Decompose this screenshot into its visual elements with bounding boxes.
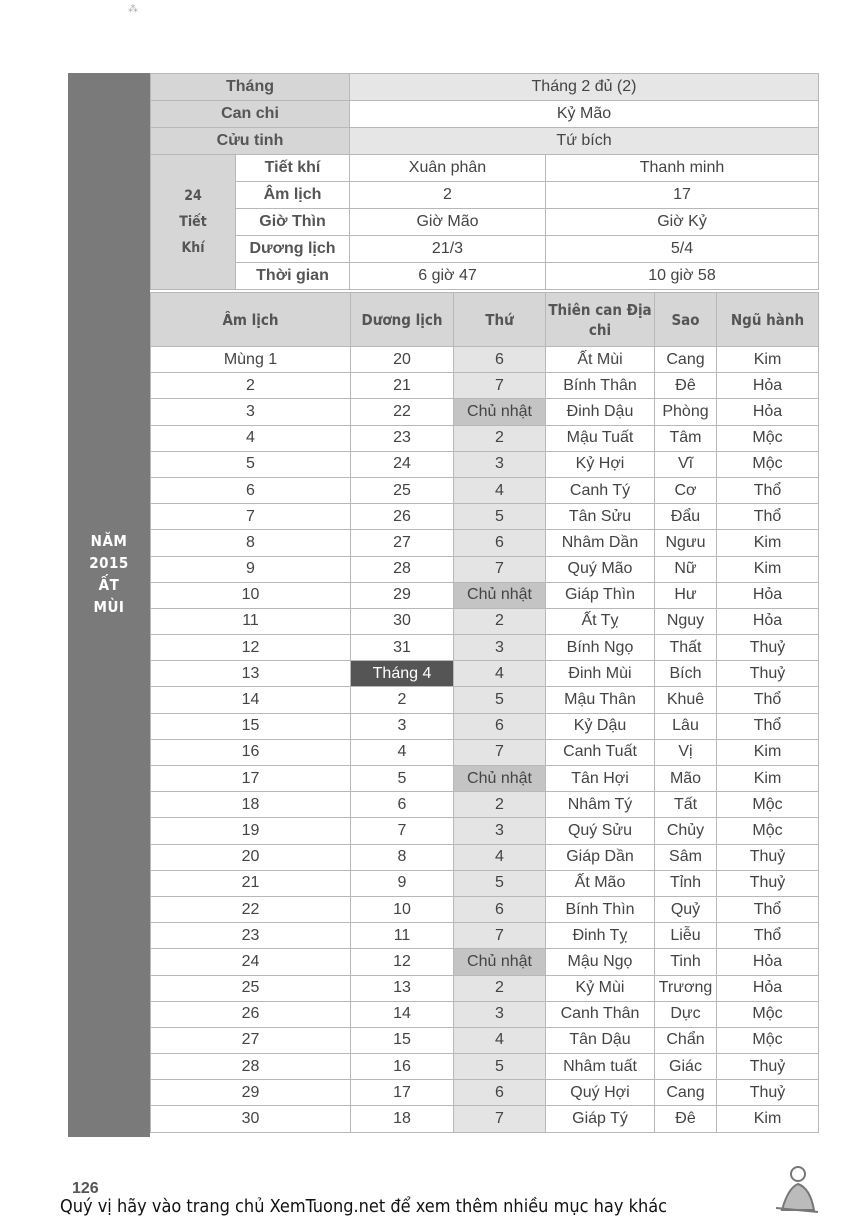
element: Hỏa [717,582,819,608]
solar-term-row [151,155,819,182]
calendar-row [151,687,819,713]
star: Mão [655,766,717,792]
can-chi: Mậu Tuất [546,425,655,451]
solar-terms-line: Tiết [179,214,207,230]
solar-day: 9 [351,870,454,896]
solar-term-a: 2 [350,182,546,209]
can-chi: Canh Tuất [546,739,655,765]
weekday: 2 [454,792,546,818]
star: Nữ [655,556,717,582]
element: Mộc [717,425,819,451]
calendar-row [151,844,819,870]
solar-day: 13 [351,975,454,1001]
scholar-ornament-icon [768,1160,824,1216]
can-chi: Đinh Tỵ [546,923,655,949]
lunar-day: 30 [151,1106,351,1132]
calendar-body [151,347,819,1133]
star: Lâu [655,713,717,739]
solar-term-b: 5/4 [546,236,819,263]
weekday: 4 [454,661,546,687]
calendar-row [151,949,819,975]
weekday: 2 [454,425,546,451]
star: Sâm [655,844,717,870]
weekday: 7 [454,739,546,765]
solar-day: 22 [351,399,454,425]
calendar-row [151,608,819,634]
star: Đê [655,373,717,399]
lunar-day: 26 [151,1001,351,1027]
solar-term-field-label: Giờ Thìn [236,209,350,236]
lunar-day: 2 [151,373,351,399]
weekday: 3 [454,818,546,844]
calendar-row [151,792,819,818]
solar-day: 3 [351,713,454,739]
element: Thuỷ [717,661,819,687]
star: Đê [655,1106,717,1132]
can-chi: Tân Sửu [546,504,655,530]
lunar-day: 20 [151,844,351,870]
element: Hỏa [717,399,819,425]
weekday: Chủ nhật [454,399,546,425]
lunar-day: 4 [151,425,351,451]
can-chi: Giáp Tý [546,1106,655,1132]
solar-term-row [151,236,819,263]
lunar-day: 6 [151,477,351,503]
weekday: 7 [454,556,546,582]
star: Hư [655,582,717,608]
lunar-day: 13 [151,661,351,687]
page-number: 126 [72,1180,99,1197]
calendar-row [151,975,819,1001]
calendar-row [151,896,819,922]
can-chi: Tân Hợi [546,766,655,792]
solar-day: 29 [351,582,454,608]
star: Chẩn [655,1027,717,1053]
lunar-day: 29 [151,1080,351,1106]
weekday: 6 [454,713,546,739]
weekday: 6 [454,896,546,922]
calendar-row [151,399,819,425]
can-chi: Giáp Dần [546,844,655,870]
element: Thổ [717,896,819,922]
solar-term-b: 10 giờ 58 [546,263,819,290]
element: Hỏa [717,949,819,975]
can-chi: Bính Ngọ [546,635,655,661]
star: Ngưu [655,530,717,556]
lunar-day: 27 [151,1027,351,1053]
star: Dực [655,1001,717,1027]
element: Mộc [717,818,819,844]
element: Hỏa [717,975,819,1001]
element: Thuỷ [717,844,819,870]
solar-term-a: 21/3 [350,236,546,263]
solar-terms-line: 24 [184,188,202,204]
can-chi: Mậu Thân [546,687,655,713]
solar-term-row [151,263,819,290]
calendar-row [151,451,819,477]
scan-speck: ⁂ [128,4,138,15]
calendar-row [151,504,819,530]
footer-text: Quý vị hãy vào trang chủ XemTuong.net để xem thêm nhiều mục hay khác [60,1196,668,1217]
can-chi: Kỷ Mùi [546,975,655,1001]
lunar-day: 18 [151,792,351,818]
can-chi: Giáp Thìn [546,582,655,608]
element: Thổ [717,923,819,949]
solar-term-field-label: Tiết khí [236,155,350,182]
weekday: Chủ nhật [454,949,546,975]
solar-day: 31 [351,635,454,661]
calendar-table [150,292,819,1133]
weekday: 7 [454,373,546,399]
lunar-day: 17 [151,766,351,792]
weekday: 5 [454,504,546,530]
element: Kim [717,766,819,792]
can-chi: Quý Hợi [546,1080,655,1106]
weekday: 6 [454,1080,546,1106]
solar-day: 15 [351,1027,454,1053]
month-value: Tháng 2 đủ (2) [350,74,819,101]
lunar-day: 7 [151,504,351,530]
star: Thất [655,635,717,661]
calendar-row [151,713,819,739]
weekday: Chủ nhật [454,766,546,792]
can-chi: Đinh Dậu [546,399,655,425]
solar-term-a: 6 giờ 47 [350,263,546,290]
element: Thổ [717,687,819,713]
can-chi: Kỷ Dậu [546,713,655,739]
year-line: ẤT [98,576,120,594]
calendar-row [151,1054,819,1080]
star: Tất [655,792,717,818]
weekday: 4 [454,844,546,870]
weekday: 6 [454,347,546,373]
month-row [151,74,819,101]
calendar-row [151,582,819,608]
solar-day: 2 [351,687,454,713]
weekday: 3 [454,635,546,661]
cuutinh-row [151,128,819,155]
weekday: 6 [454,530,546,556]
can-chi: Canh Thân [546,1001,655,1027]
solar-day: 11 [351,923,454,949]
solar-day: 18 [351,1106,454,1132]
element: Kim [717,1106,819,1132]
solar-day: 4 [351,739,454,765]
solar-day: 30 [351,608,454,634]
can-chi: Ất Tỵ [546,608,655,634]
lunar-day: Mùng 1 [151,347,351,373]
element: Kim [717,347,819,373]
calendar-header-row [151,293,819,347]
solar-day: 16 [351,1054,454,1080]
weekday: 5 [454,687,546,713]
weekday: 2 [454,608,546,634]
lunar-day: 24 [151,949,351,975]
solar-day: 23 [351,425,454,451]
star: Trương [655,975,717,1001]
weekday: 5 [454,1054,546,1080]
can-chi: Kỷ Hợi [546,451,655,477]
col-header: Âm lịch [151,293,351,347]
solar-terms-label [151,155,236,290]
weekday: 3 [454,1001,546,1027]
calendar-row [151,1027,819,1053]
lunar-day: 19 [151,818,351,844]
star: Vĩ [655,451,717,477]
canchi-value: Kỷ Mão [350,101,819,128]
solar-day: 7 [351,818,454,844]
cuutinh-label: Cửu tinh [151,128,350,155]
calendar-row [151,347,819,373]
solar-day: 8 [351,844,454,870]
lunar-day: 28 [151,1054,351,1080]
element: Thổ [717,713,819,739]
element: Mộc [717,451,819,477]
weekday: 7 [454,923,546,949]
element: Thổ [717,477,819,503]
can-chi: Mậu Ngọ [546,949,655,975]
year-line: NĂM [90,532,128,550]
star: Cang [655,347,717,373]
lunar-day: 5 [151,451,351,477]
star: Giác [655,1054,717,1080]
weekday: 4 [454,477,546,503]
element: Thuỷ [717,870,819,896]
lunar-day: 8 [151,530,351,556]
element: Hỏa [717,608,819,634]
solar-day: 24 [351,451,454,477]
calendar-row [151,373,819,399]
lunar-day: 21 [151,870,351,896]
weekday: 5 [454,870,546,896]
star: Liễu [655,923,717,949]
can-chi: Bính Thân [546,373,655,399]
canchi-row [151,101,819,128]
lunar-day: 15 [151,713,351,739]
solar-day: 12 [351,949,454,975]
solar-day: 27 [351,530,454,556]
element: Thuỷ [717,1080,819,1106]
can-chi: Nhâm Tý [546,792,655,818]
solar-day: 21 [351,373,454,399]
solar-term-field-label: Dương lịch [236,236,350,263]
star: Nguy [655,608,717,634]
month-info-table [150,73,819,290]
solar-day: Tháng 4 [351,661,454,687]
calendar-row [151,635,819,661]
lunar-day: 9 [151,556,351,582]
weekday: 7 [454,1106,546,1132]
calendar-row [151,1106,819,1132]
month-label: Tháng [151,74,350,101]
can-chi: Tân Dậu [546,1027,655,1053]
solar-day: 26 [351,504,454,530]
element: Kim [717,530,819,556]
star: Khuê [655,687,717,713]
element: Kim [717,739,819,765]
calendar-row [151,766,819,792]
solar-term-b: Giờ Kỷ [546,209,819,236]
star: Tinh [655,949,717,975]
lunar-day: 11 [151,608,351,634]
calendar-row [151,425,819,451]
can-chi: Ất Mùi [546,347,655,373]
col-header: Thứ [454,293,546,347]
star: Phòng [655,399,717,425]
element: Mộc [717,792,819,818]
calendar-row [151,661,819,687]
calendar-row [151,870,819,896]
star: Đẩu [655,504,717,530]
can-chi: Nhâm tuất [546,1054,655,1080]
element: Thuỷ [717,635,819,661]
lunar-day: 10 [151,582,351,608]
solar-day: 6 [351,792,454,818]
can-chi: Quý Sửu [546,818,655,844]
calendar-row [151,818,819,844]
can-chi: Nhâm Dần [546,530,655,556]
can-chi: Đinh Mùi [546,661,655,687]
star: Cơ [655,477,717,503]
col-header: Thiên can Địa chi [546,293,655,347]
solar-term-b: Thanh minh [546,155,819,182]
weekday: 2 [454,975,546,1001]
element: Mộc [717,1027,819,1053]
col-header: Dương lịch [351,293,454,347]
calendar-row [151,923,819,949]
weekday: 4 [454,1027,546,1053]
lunar-day: 23 [151,923,351,949]
can-chi: Quý Mão [546,556,655,582]
solar-term-row [151,209,819,236]
lunar-day: 3 [151,399,351,425]
year-line: 2015 [89,554,129,572]
star: Tâm [655,425,717,451]
element: Kim [717,556,819,582]
calendar-row [151,739,819,765]
solar-term-a: Xuân phân [350,155,546,182]
solar-day: 10 [351,896,454,922]
solar-day: 25 [351,477,454,503]
weekday: Chủ nhật [454,582,546,608]
star: Cang [655,1080,717,1106]
can-chi: Canh Tý [546,477,655,503]
calendar-row [151,477,819,503]
solar-term-a: Giờ Mão [350,209,546,236]
can-chi: Ất Mão [546,870,655,896]
year-line: MÙI [93,598,125,616]
can-chi: Bính Thìn [546,896,655,922]
canchi-label: Can chi [151,101,350,128]
col-header: Ngũ hành [717,293,819,347]
lunar-day: 22 [151,896,351,922]
solar-day: 5 [351,766,454,792]
lunar-day: 12 [151,635,351,661]
star: Quỷ [655,896,717,922]
element: Hỏa [717,373,819,399]
solar-day: 20 [351,347,454,373]
solar-term-field-label: Âm lịch [236,182,350,209]
col-header: Sao [655,293,717,347]
calendar-row [151,556,819,582]
star: Vị [655,739,717,765]
solar-terms-line: Khí [181,240,205,256]
lunar-day: 14 [151,687,351,713]
lunar-day: 25 [151,975,351,1001]
solar-day: 28 [351,556,454,582]
calendar-row [151,530,819,556]
star: Chủy [655,818,717,844]
lunar-day: 16 [151,739,351,765]
calendar-row [151,1001,819,1027]
element: Thuỷ [717,1054,819,1080]
star: Tỉnh [655,870,717,896]
solar-term-row [151,182,819,209]
year-label [68,530,150,618]
star: Bích [655,661,717,687]
element: Mộc [717,1001,819,1027]
cuutinh-value: Tứ bích [350,128,819,155]
solar-term-b: 17 [546,182,819,209]
element: Thổ [717,504,819,530]
weekday: 3 [454,451,546,477]
solar-day: 17 [351,1080,454,1106]
solar-day: 14 [351,1001,454,1027]
calendar-row [151,1080,819,1106]
solar-term-field-label: Thời gian [236,263,350,290]
